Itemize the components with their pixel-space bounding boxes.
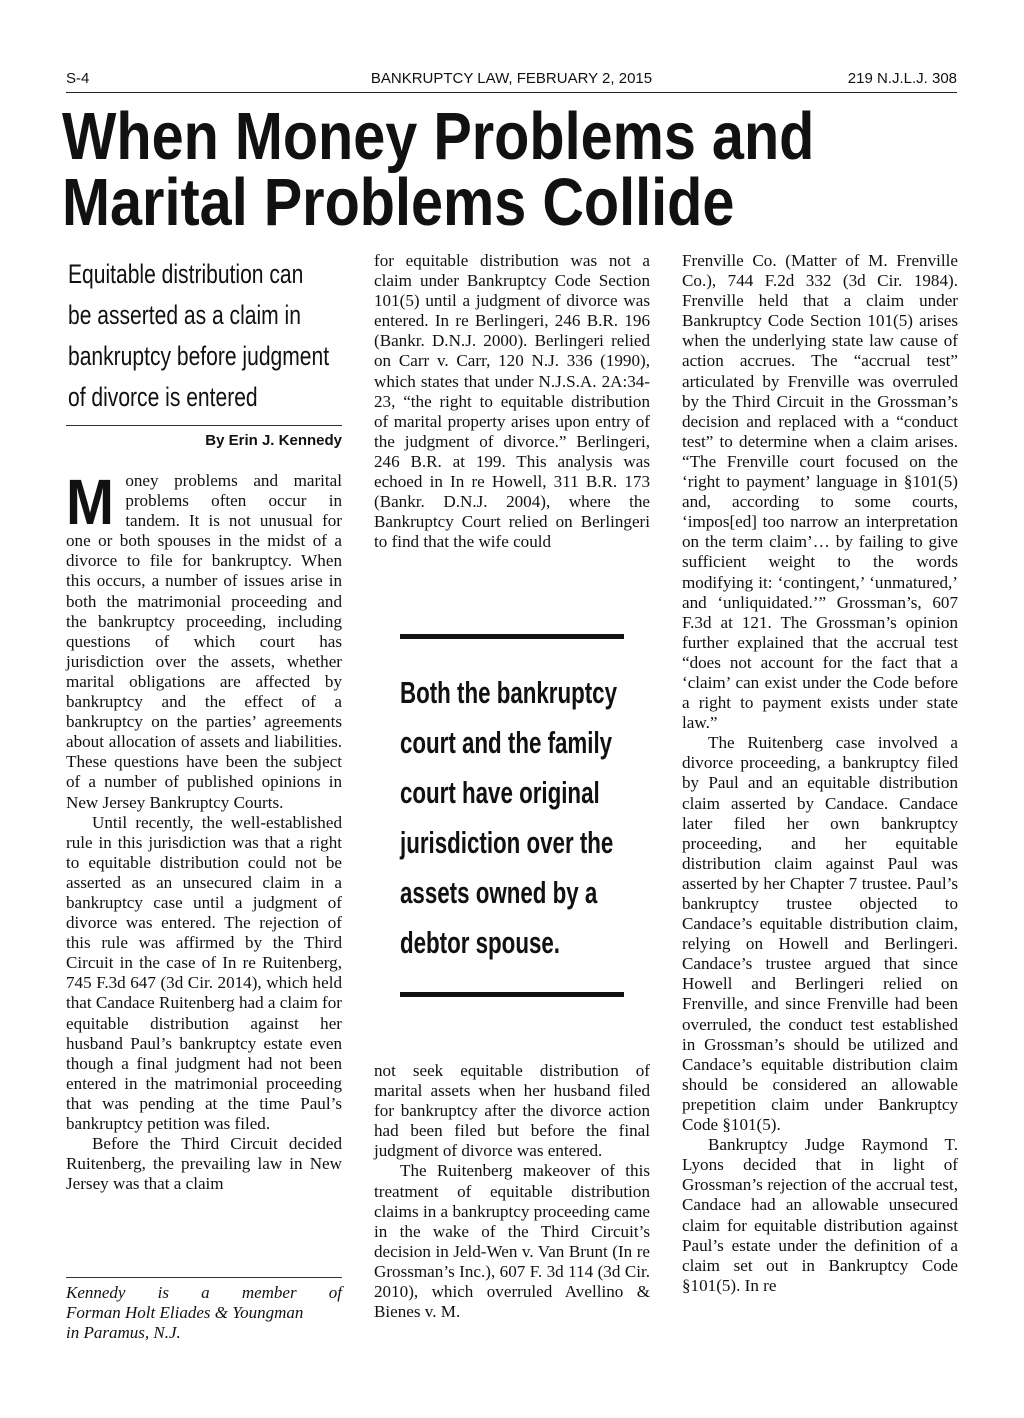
headline-line-2: Marital Problems Collide bbox=[62, 165, 735, 240]
bio-line-3: in Paramus, N.J. bbox=[66, 1323, 181, 1342]
pullquote-line-6: debtor spouse. bbox=[400, 925, 560, 960]
paragraph-prior-law: Before the Third Circuit decided Ruitenberg, the prevailing law in New Jersey was that a claim bbox=[66, 1134, 342, 1194]
header-page-number: S-4 bbox=[66, 70, 90, 87]
paragraph-ruitenberg-case: The Ruitenberg case involved a divorce proceeding, a bankruptcy filed by Paul and an equitable distribution claim asserted by Candace. Candace later filed her own bankruptcy proceeding, and her equitable distribution claim against Paul was asserted by her Chapter 7 trustee. Paul’s bankruptcy trustee objected to Candace’s equitable distribution claim, relying on Howell and Berlingeri. Candace’s trustee argued that since Howell and Berlingeri relied on Frenville, and since Frenville had been overruled, the conduct test established in Grossman’s should be utilized and Candace’s equitable distribution claim should be considered an allowable prepetition claim under Bankruptcy Code §101(5). bbox=[682, 733, 958, 1135]
paragraph-intro: oney problems and marital problems often occur in tandem. It is not unusual for one or both spouses in the midst of a divorce to file for bankruptcy. When this occurs, a number of issues arise in both the matrimonial proceeding and the bankruptcy proceeding, including questions of which court has jurisdiction over the assets, whether marital obligations are affected by bankruptcy and the effect of a bankruptcy on the parties’ agreements about allocation of assets and liabilities. These questions have been the subject of a number of published opinions in New Jersey Bankruptcy Courts. bbox=[66, 471, 342, 812]
pullquote-line-4: jurisdiction over the bbox=[400, 825, 614, 860]
running-header bbox=[66, 68, 957, 93]
header-section: BANKRUPTCY LAW, FEBRUARY 2, 2015 bbox=[370, 70, 653, 87]
deck-line-2: be asserted as a claim in bbox=[68, 300, 301, 330]
paragraph-makeover: The Ruitenberg makeover of this treatment of equitable distribution claims in a bankruptcy proceeding came in the wake of the Third Circuit’s decision in Jeld-Wen v. Van Brunt (In re Grossman’s Inc.), 607 F. 3d 114 (3d Cir. 2010), which overruled Avellino & Bienes v. M. bbox=[374, 1161, 650, 1322]
deck-line-4: of divorce is entered bbox=[68, 382, 258, 412]
paragraph-frenville: Frenville Co. (Matter of M. Frenville Co.), 744 F.2d 332 (3d Cir. 1984). Frenville held that a claim under Bankruptcy Code Section 101(5) arises when the underlying state law cause of action accrues. The “accrual test” articulated by Frenville was overruled by the Third Circuit in the Grossman’s decision and replaced with a “conduct test” to determine when a claim arises. “The Frenville court focused on the ‘right to payment’ language in §101(5) and, according to some courts, ‘impos[ed] too narrow an interpretation on the term claim’… by failing to give sufficient weight to the words modifying it: ‘contingent,’ ‘unmatured,’ and ‘unliquidated.’” Grossman’s, 607 F.3d at 121. The Grossman’s opinion further explained that the accrual test “does not account for the fact that a ‘claim’ can exist under the Code before a right to payment exists under state law.” bbox=[682, 251, 958, 733]
deck-line-3: bankruptcy before judgment bbox=[68, 341, 330, 371]
pullquote-line-3: court have original bbox=[400, 775, 600, 810]
pullquote-bottom-rule bbox=[400, 992, 624, 997]
paragraph-judge-lyons: Bankruptcy Judge Raymond T. Lyons decided that in light of Grossman’s rejection of the accrual test, Candace had an allowable unsecured claim for equitable distribution against Paul’s estate under the definition of a claim set out in Bankruptcy Code §101(5). In re bbox=[682, 1135, 958, 1295]
bio-line-2: Forman Holt Eliades & Youngman bbox=[66, 1303, 304, 1322]
column-3 bbox=[682, 251, 958, 1296]
article-headline bbox=[62, 99, 836, 240]
paragraph-rule: Until recently, the well-established rule in this jurisdiction was that a right to equitable distribution could not be asserted as an unsecured claim in a bankruptcy case until a judgment of divorce was entered. The rejection of this rule was affirmed by the Third Circuit in the case of In re Ruitenberg, 745 F.3d 647 (3d Cir. 2014), which held that Candace Ruitenberg had a claim for equitable distribution against her husband Paul’s bankruptcy estate even though a final judgment had not been entered in the matrimonial proceeding that was pending at the time Paul’s bankruptcy petition was filed. bbox=[66, 812, 342, 1133]
bio-divider bbox=[66, 1277, 342, 1278]
column-2-top bbox=[374, 251, 650, 552]
byline-divider bbox=[66, 425, 342, 426]
paragraph-berlingeri: for equitable distribution was not a claim under Bankruptcy Code Section 101(5) until a judgment of divorce was entered. In re Berlingeri, 246 B.R. 196 (Bankr. D.N.J. 2000). Berlingeri relied on Carr v. Carr, 120 N.J. 336 (1990), which states that under N.J.S.A. 2A:34-23, “the right to equitable distribution of marital property arises upon entry of the judgment of divorce.” Berlingeri, 246 B.R. at 199. This analysis was echoed in In re Howell, 311 B.R. 173 (Bankr. D.N.J. 2004), where the Bankruptcy Court relied on Berlingeri to find that the wife could bbox=[374, 251, 650, 552]
author-bio bbox=[66, 1283, 342, 1343]
header-citation: 219 N.J.L.J. 308 bbox=[847, 70, 957, 87]
column-1 bbox=[66, 466, 342, 1194]
pullquote-line-1: Both the bankruptcy bbox=[400, 675, 618, 710]
pull-quote bbox=[400, 668, 630, 968]
drop-cap: M bbox=[66, 466, 114, 538]
article-deck bbox=[68, 254, 330, 418]
headline-line-1: When Money Problems and bbox=[62, 99, 815, 174]
paragraph-howell-cont: not seek equitable distribution of marital assets when her husband filed for bankruptcy after the divorce action had been filed but before the final judgment of divorce was entered. bbox=[374, 1061, 650, 1161]
deck-line-1: Equitable distribution can bbox=[68, 259, 304, 289]
bio-line-1: Kennedy is a member of bbox=[66, 1283, 342, 1302]
byline: By Erin J. Kennedy bbox=[205, 432, 342, 449]
column-2-bottom bbox=[374, 1061, 650, 1322]
pullquote-line-2: court and the family bbox=[400, 725, 613, 760]
pullquote-top-rule bbox=[400, 634, 624, 639]
pullquote-line-5: assets owned by a bbox=[400, 875, 598, 910]
